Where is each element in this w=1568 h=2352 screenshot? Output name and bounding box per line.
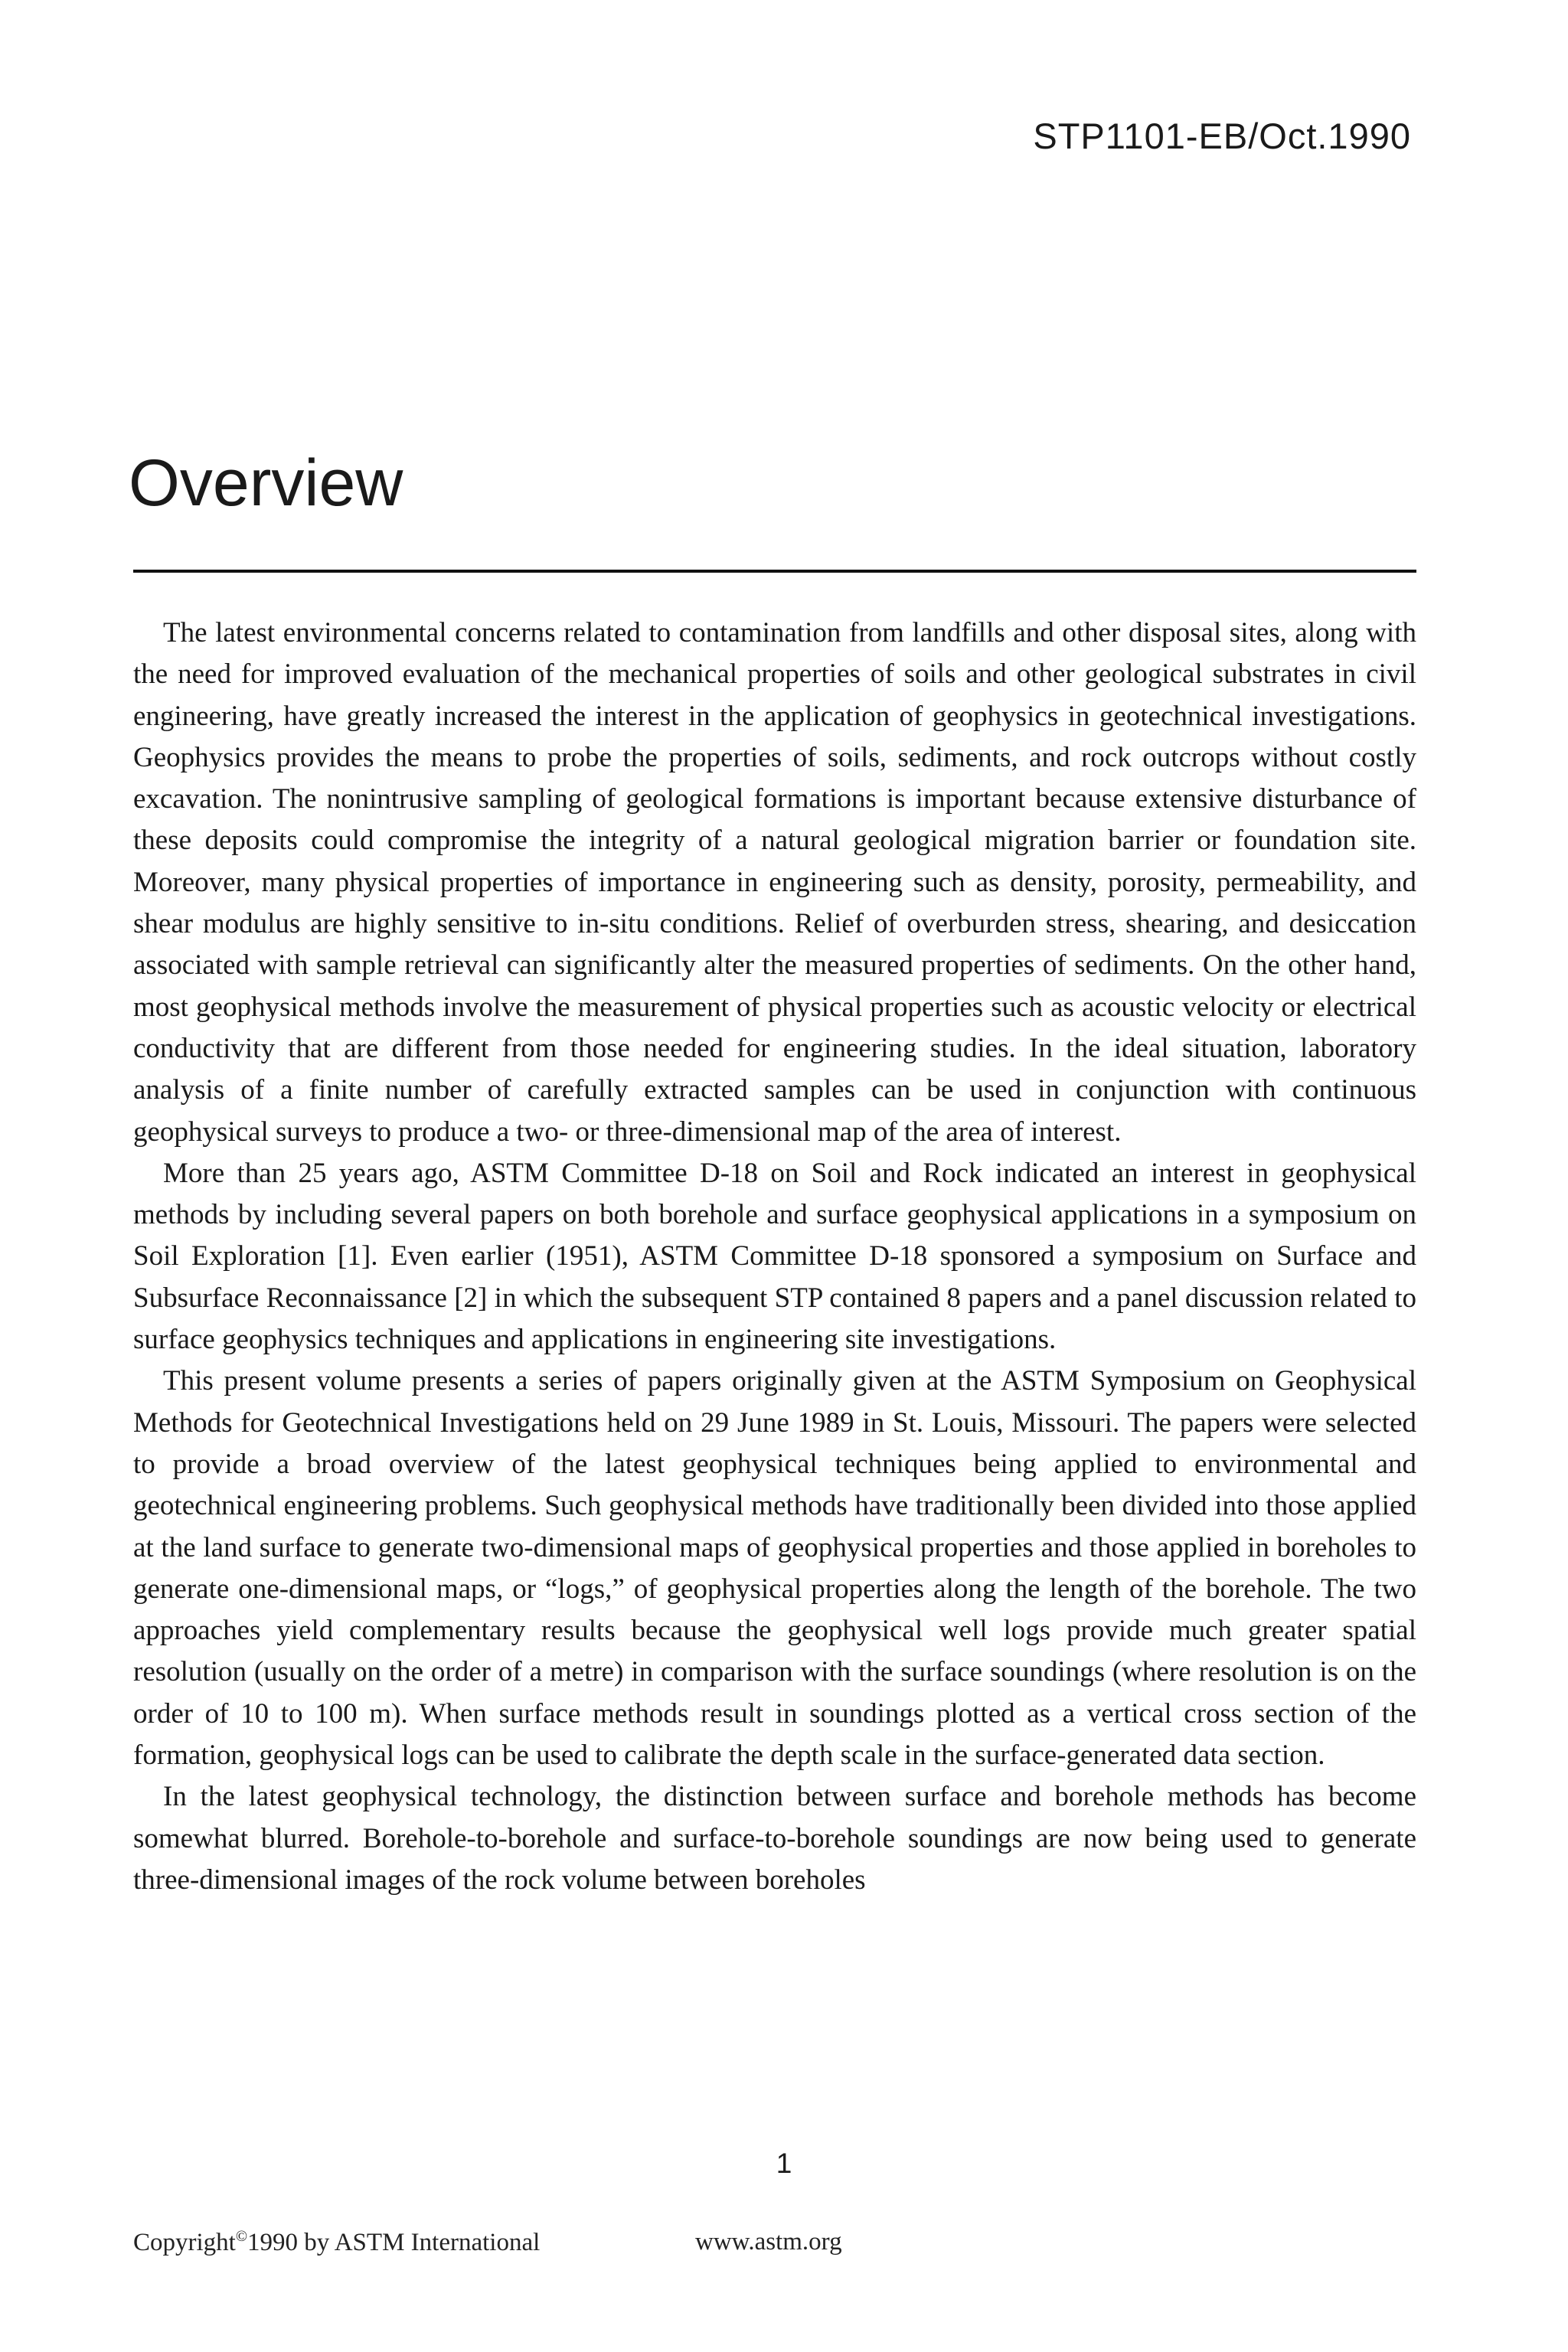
paragraph-2: More than 25 years ago, ASTM Committee D-18 on Soil and Rock indicated an interest in geophysical methods by including several papers on both borehole and surface geophysical applications in a symposium on Soil Exploration [1]. Even earlier (1951), ASTM Committee D-18 sponsored a symposium on Surface and Subsurface Reconnaissance [2] in which the subsequent STP contained 8 papers and a panel discussion related to surface geophysics techniques and applications in engineering site investigations.: [133, 1157, 1416, 1356]
footer-url: www.astm.org: [695, 2228, 842, 2256]
copyright-suffix: 1990 by ASTM International: [247, 2229, 541, 2256]
copyright-prefix: Copyright: [133, 2229, 236, 2256]
body-text: [133, 612, 1416, 1901]
copyright-notice: [133, 2228, 540, 2257]
copyright-symbol: ©: [235, 2228, 248, 2245]
title-divider: [133, 570, 1416, 573]
paragraph-3: This present volume presents a series of papers originally given at the ASTM Symposium on Geophysical Methods for Geotechnical Investigations held on 29 June 1989 in St. Louis, Missouri. The papers were selected to provide a broad overview of the latest geophysical techniques being applied to environmental and geotechnical engineering problems. Such geophysical methods have traditionally been divided into those applied at the land surface to generate two-dimensional maps of geophysical properties and those applied in boreholes to generate one-dimensional maps, or “logs,” of geophysical properties along the length of the borehole. The two approaches yield complementary results because the geophysical well logs provide much greater spatial resolution (usually on the order of a metre) in comparison with the surface soundings (where resolution is on the order of 10 to 100 m). When surface methods result in soundings plotted as a vertical cross section of the formation, geophysical logs can be used to calibrate the depth scale in the surface-generated data section.: [133, 1365, 1416, 1772]
page-title: Overview: [129, 446, 403, 520]
paragraph-4: In the latest geophysical technology, the distinction between surface and borehole methods has become somewhat blurred. Borehole-to-borehole and surface-to-borehole soundings are now being used to generate three-dimensional images of the rock volume between boreholes: [133, 1781, 1416, 1896]
paragraph-1: The latest environmental concerns related to contamination from landfills and other disposal sites, along with the need for improved evaluation of the mechanical properties of soils and other geological substrates in civil engineering, have greatly increased the interest in the application of geophysics in geotechnical investigations. Geophysics provides the means to probe the properties of soils, sediments, and rock outcrops without costly excavation. The nonintrusive sampling of geological formations is important because extensive disturbance of these deposits could compromise the integrity of a natural geological migration barrier or foundation site. Moreover, many physical properties of importance in engineering such as density, porosity, permeability, and shear modulus are highly sensitive to in-situ conditions. Relief of overburden stress, shearing, and desiccation associated with sample retrieval can significantly alter the measured properties of sediments. On the other hand, most geophysical methods involve the measurement of physical properties such as acoustic velocity or electrical conductivity that are different from those needed for engineering studies. In the ideal situation, laboratory analysis of a finite number of carefully extracted samples can be used in conjunction with continuous geophysical surveys to produce a two- or three-dimensional map of the area of interest.: [133, 617, 1416, 1148]
page-number: 1: [776, 2148, 792, 2179]
document-code: STP1101-EB/Oct.1990: [1033, 116, 1411, 156]
